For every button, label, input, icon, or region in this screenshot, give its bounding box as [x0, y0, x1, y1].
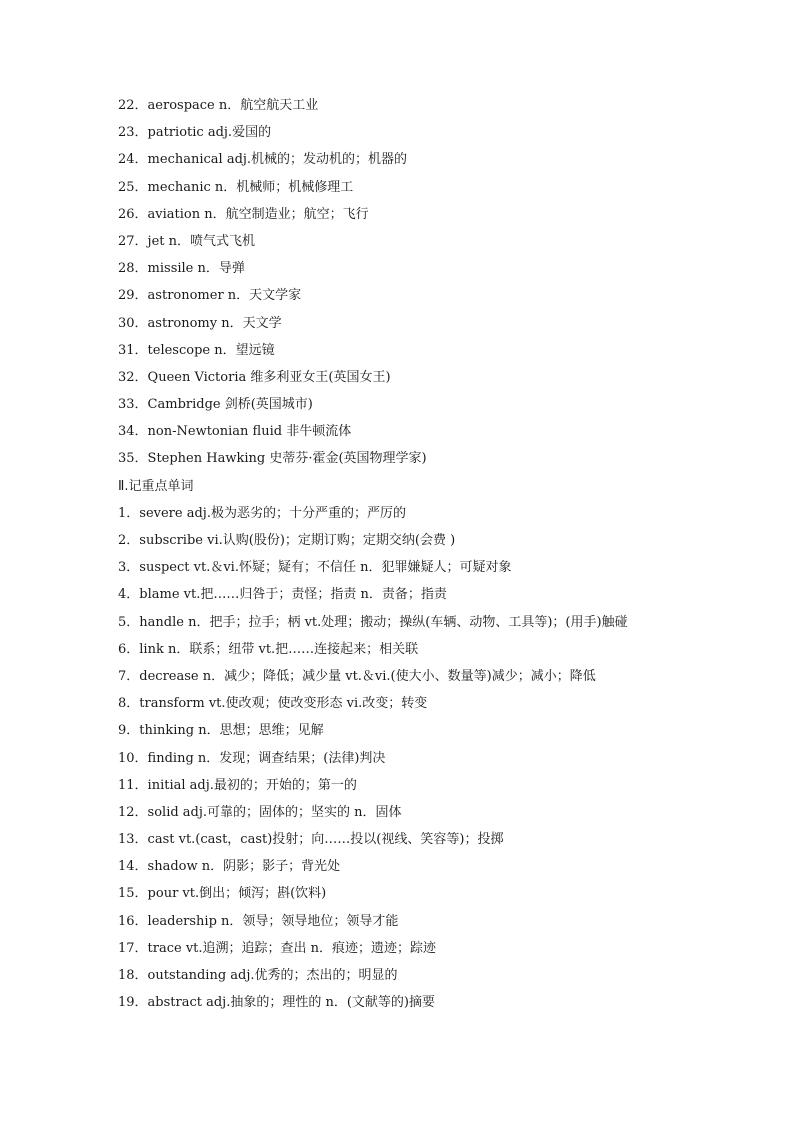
- key-word-entry-11: 11．initial adj.最初的；开始的；第一的: [118, 777, 357, 793]
- vocab-entry-28: 28．missile n．导弹: [118, 261, 245, 277]
- key-word-entry-2: 2．subscribe vi.认购(股份)；定期订购；定期交纳(会费 ): [118, 533, 456, 548]
- vocabulary-list: [118, 92, 678, 1016]
- key-word-entry-16: 16．leadership n．领导；领导地位；领导才能: [118, 913, 399, 929]
- key-word-entry-12: 12．solid adj.可靠的；固体的；坚实的 n．固体: [118, 804, 402, 820]
- vocab-entry-24: 24．mechanical adj.机械的；发动机的；机器的: [118, 152, 408, 168]
- key-word-entry-17: 17．trace vt.追溯；追踪；查出 n．痕迹；遗迹；踪迹: [118, 940, 437, 956]
- key-word-entry-18: 18．outstanding adj.优秀的；杰出的；明显的: [118, 968, 398, 983]
- key-word-entry-10: 10．finding n．发现；调查结果；(法律)判决: [118, 750, 386, 766]
- vocab-entry-30: 30．astronomy n．天文学: [118, 315, 282, 331]
- vocab-entry-33: 33．Cambridge 剑桥(英国城市): [118, 397, 313, 413]
- vocab-entry-34: 34．non-Newtonian fluid 非牛顿流体: [118, 424, 352, 440]
- key-word-entry-3: 3．suspect vt.＆vi.怀疑；疑有；不信任 n．犯罪嫌疑人；可疑对象: [118, 560, 512, 576]
- key-word-entry-4: 4．blame vt.把……归咎于；责怪；指责 n．责备；指责: [118, 587, 447, 603]
- vocab-entry-35: 35．Stephen Hawking 史蒂芬·霍金(英国物理学家): [118, 451, 427, 467]
- vocab-entry-31: 31．telescope n．望远镜: [118, 342, 275, 358]
- vocab-entry-25: 25．mechanic n．机械师；机械修理工: [118, 179, 354, 195]
- vocab-entry-23: 23．patriotic adj.爱国的: [118, 125, 272, 141]
- key-word-entry-7: 7．decrease n．减少；降低；减少量 vt.＆vi.(使大小、数量等)减少；减小；降低: [118, 668, 596, 684]
- key-word-entry-6: 6．link n．联系；纽带 vt.把……连接起来；相关联: [118, 641, 419, 657]
- vocab-entry-32: 32．Queen Victoria 维多利亚女王(英国女王): [118, 369, 391, 385]
- key-word-entry-19: 19．abstract adj.抽象的；理性的 n．(文献等的)摘要: [118, 995, 435, 1011]
- vocab-entry-29: 29．astronomer n．天文学家: [118, 288, 302, 304]
- key-word-entry-5: 5．handle n．把手；拉手；柄 vt.处理；搬动；操纵(车辆、动物、工具等)；(用手)触碰: [118, 614, 628, 630]
- vocab-entry-22: 22．aerospace n．航空航天工业: [118, 98, 319, 113]
- key-word-entry-1: 1．severe adj.极为恶劣的；十分严重的；严厉的: [118, 505, 406, 521]
- vocab-entry-26: 26．aviation n．航空制造业；航空；飞行: [118, 206, 369, 222]
- key-word-entry-14: 14．shadow n．阴影；影子；背光处: [118, 859, 341, 875]
- section-heading: Ⅱ.记重点单词: [118, 478, 194, 494]
- vocab-entry-27: 27．jet n．喷气式飞机: [118, 233, 255, 249]
- key-word-entry-9: 9．thinking n．思想；思维；见解: [118, 723, 324, 739]
- key-word-entry-8: 8．transform vt.使改观；使改变形态 vi.改变；转变: [118, 696, 428, 712]
- key-word-entry-13: 13．cast vt.(cast，cast)投射；向……投以(视线、笑容等)；投掷: [118, 832, 504, 848]
- key-word-entry-15: 15．pour vt.倒出；倾泻；斟(饮料): [118, 886, 327, 902]
